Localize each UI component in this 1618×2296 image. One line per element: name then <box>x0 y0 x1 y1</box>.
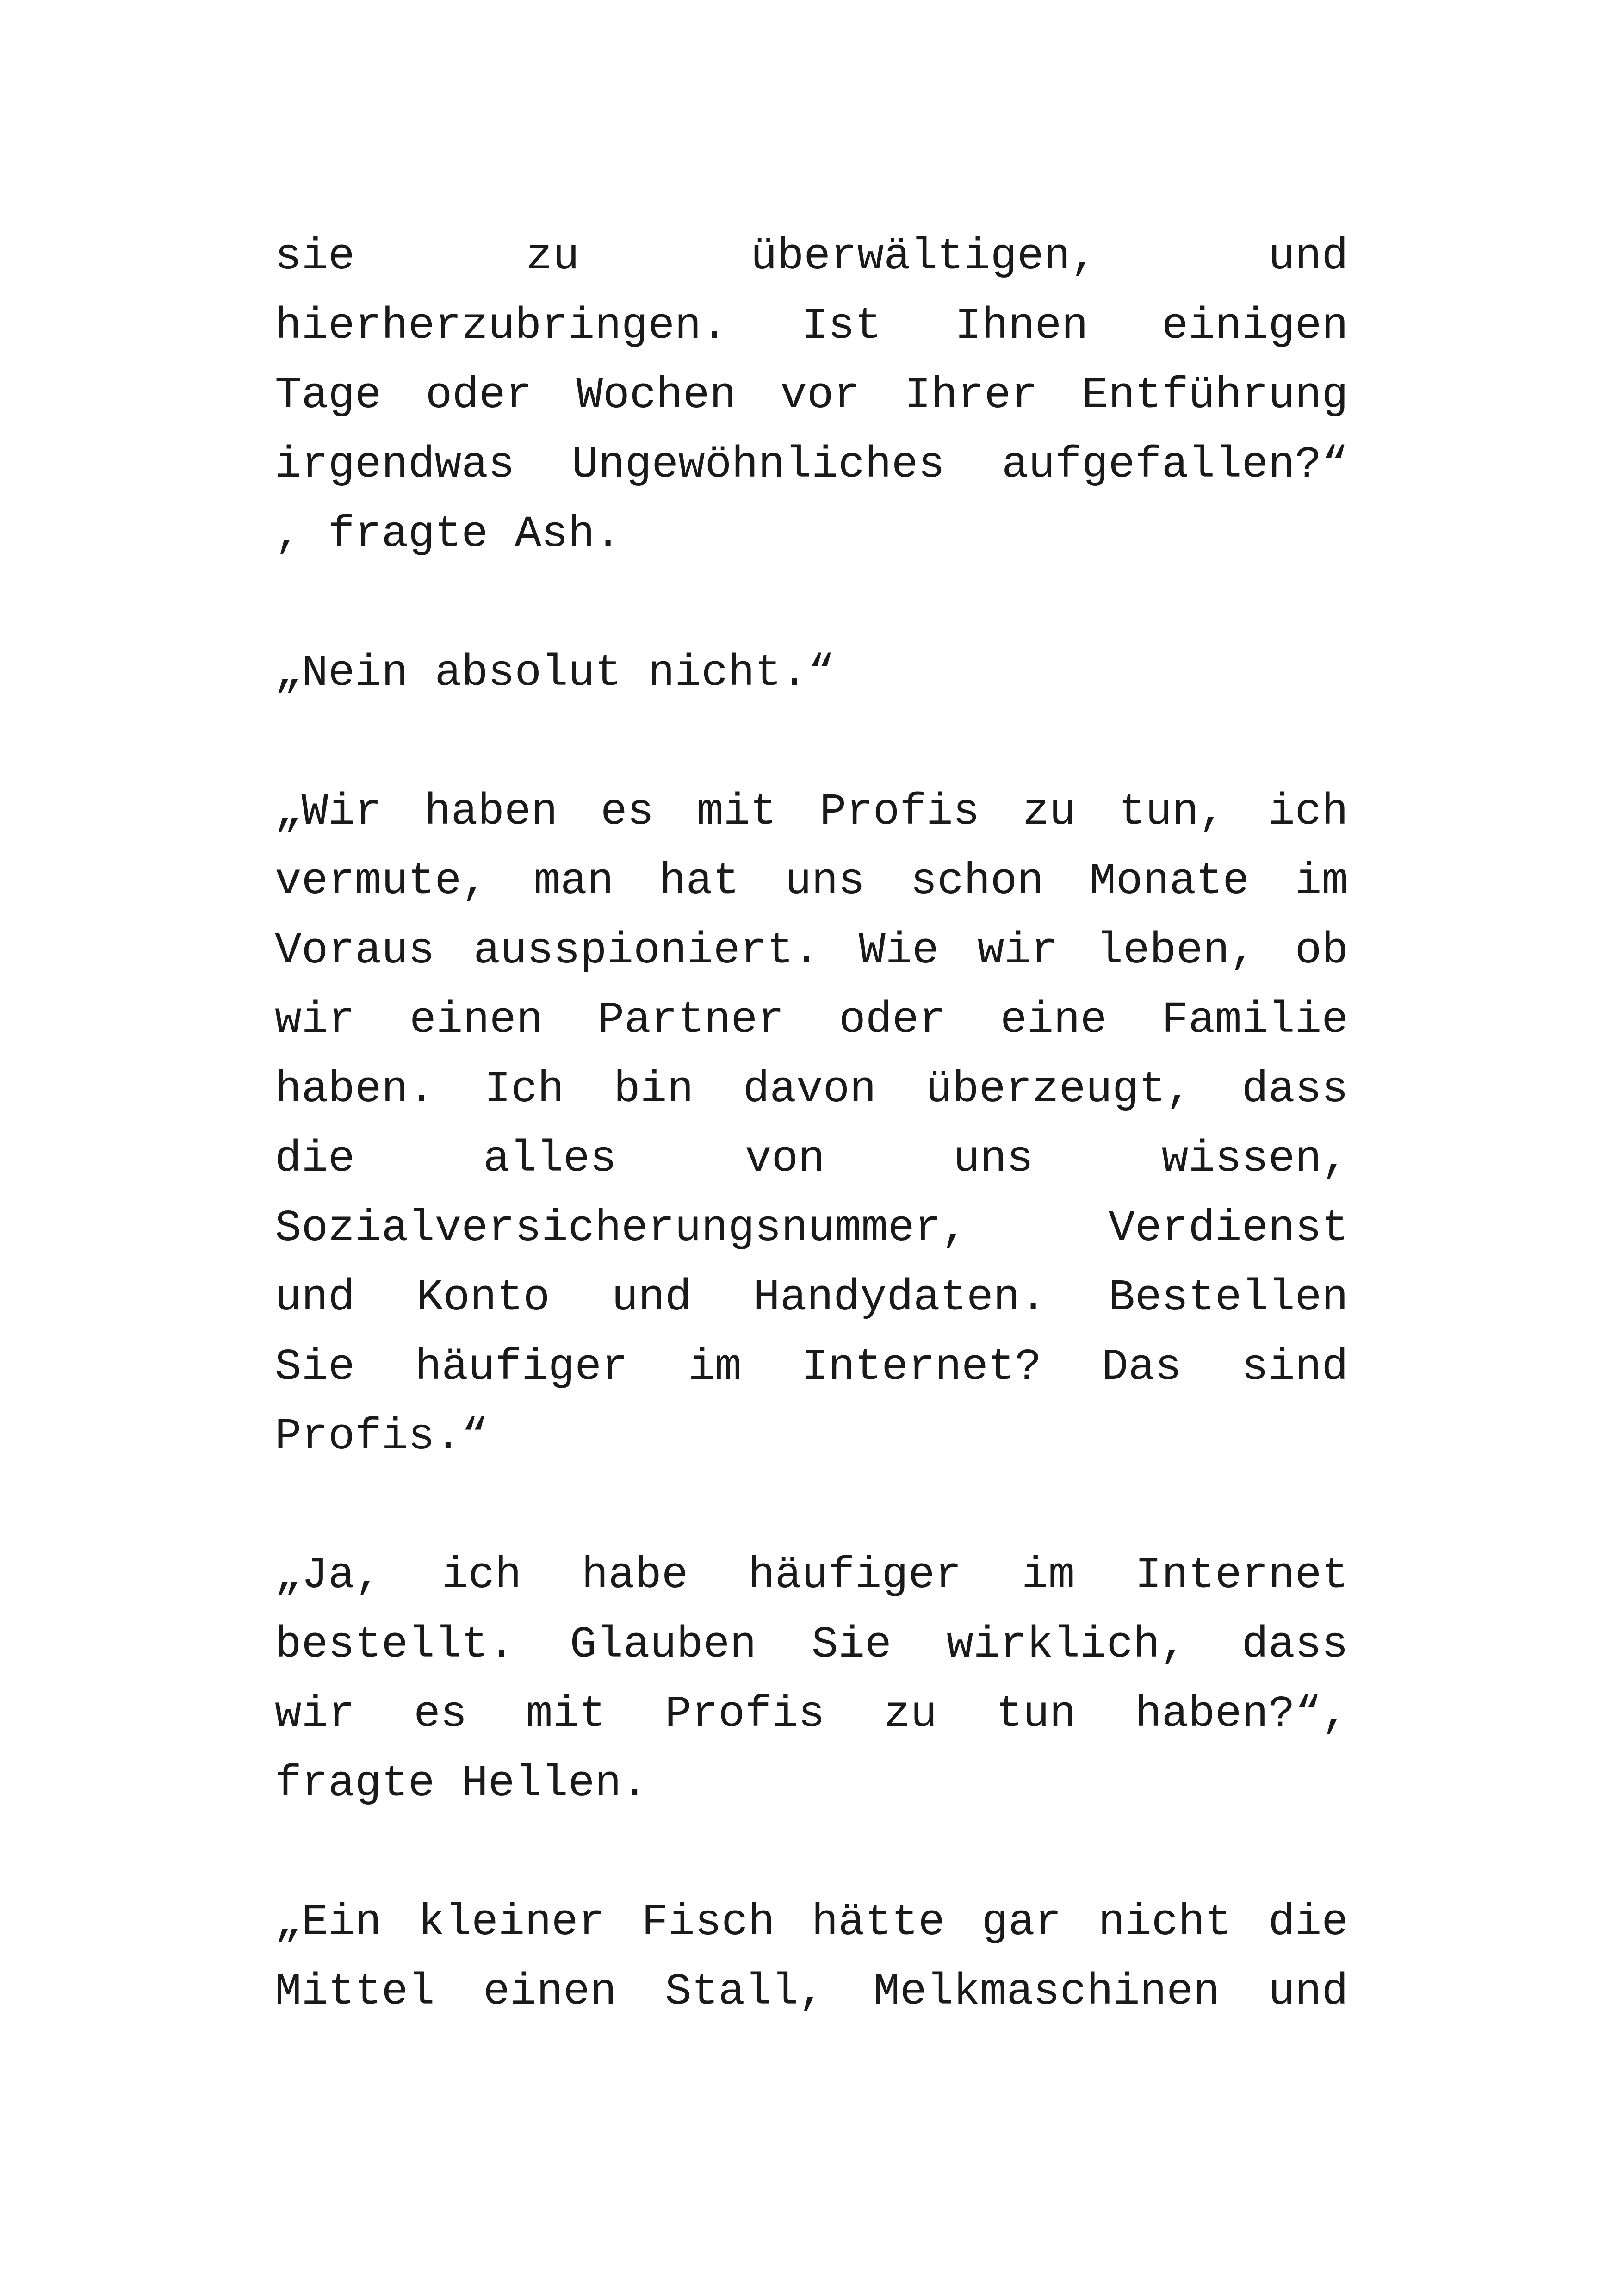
text-line: haben. Ich bin davon überzeugt, dass <box>275 1064 1348 1115</box>
text-line: „Ein kleiner Fisch hätte gar nicht die <box>275 1897 1348 1948</box>
paragraph <box>275 222 1348 569</box>
text-line: Profis.“ <box>275 1411 488 1462</box>
text-line: irgendwas Ungewöhnliches aufgefallen?“ <box>275 440 1348 490</box>
paragraph <box>275 777 1348 1471</box>
text-line: wir einen Partner oder eine Familie <box>275 995 1348 1045</box>
text-line: Sozialversicherungsnummer, Verdienst <box>275 1203 1348 1253</box>
text-line: und Konto und Handydaten. Bestellen <box>275 1272 1348 1323</box>
text-line: „Ja, ich habe häufiger im Internet <box>275 1550 1348 1601</box>
text-line: sie zu überwältigen, und <box>275 231 1348 282</box>
text-line: fragte Hellen. <box>275 1758 648 1809</box>
text-line: Voraus ausspioniert. Wie wir leben, ob <box>275 925 1348 976</box>
text-line: „Wir haben es mit Profis zu tun, ich <box>275 787 1348 837</box>
paragraph <box>275 639 1348 708</box>
text-line: Sie häufiger im Internet? Das sind <box>275 1342 1348 1392</box>
paragraph <box>275 1541 1348 1818</box>
text-line: hierherzubringen. Ist Ihnen einigen <box>275 301 1348 351</box>
text-line: Tage oder Wochen vor Ihrer Entführung <box>275 370 1348 421</box>
text-line: „Nein absolut nicht.“ <box>275 648 835 698</box>
text-line: wir es mit Profis zu tun haben?“, <box>275 1689 1348 1739</box>
text-line: bestellt. Glauben Sie wirklich, dass <box>275 1620 1348 1670</box>
paragraph <box>275 1888 1348 2027</box>
text-line: vermute, man hat uns schon Monate im <box>275 856 1348 906</box>
text-line: Mittel einen Stall, Melkmaschinen und <box>275 1967 1348 2017</box>
text-line: die alles von uns wissen, <box>275 1134 1348 1184</box>
text-line: , fragte Ash. <box>275 509 621 559</box>
body-text <box>275 222 1348 2027</box>
